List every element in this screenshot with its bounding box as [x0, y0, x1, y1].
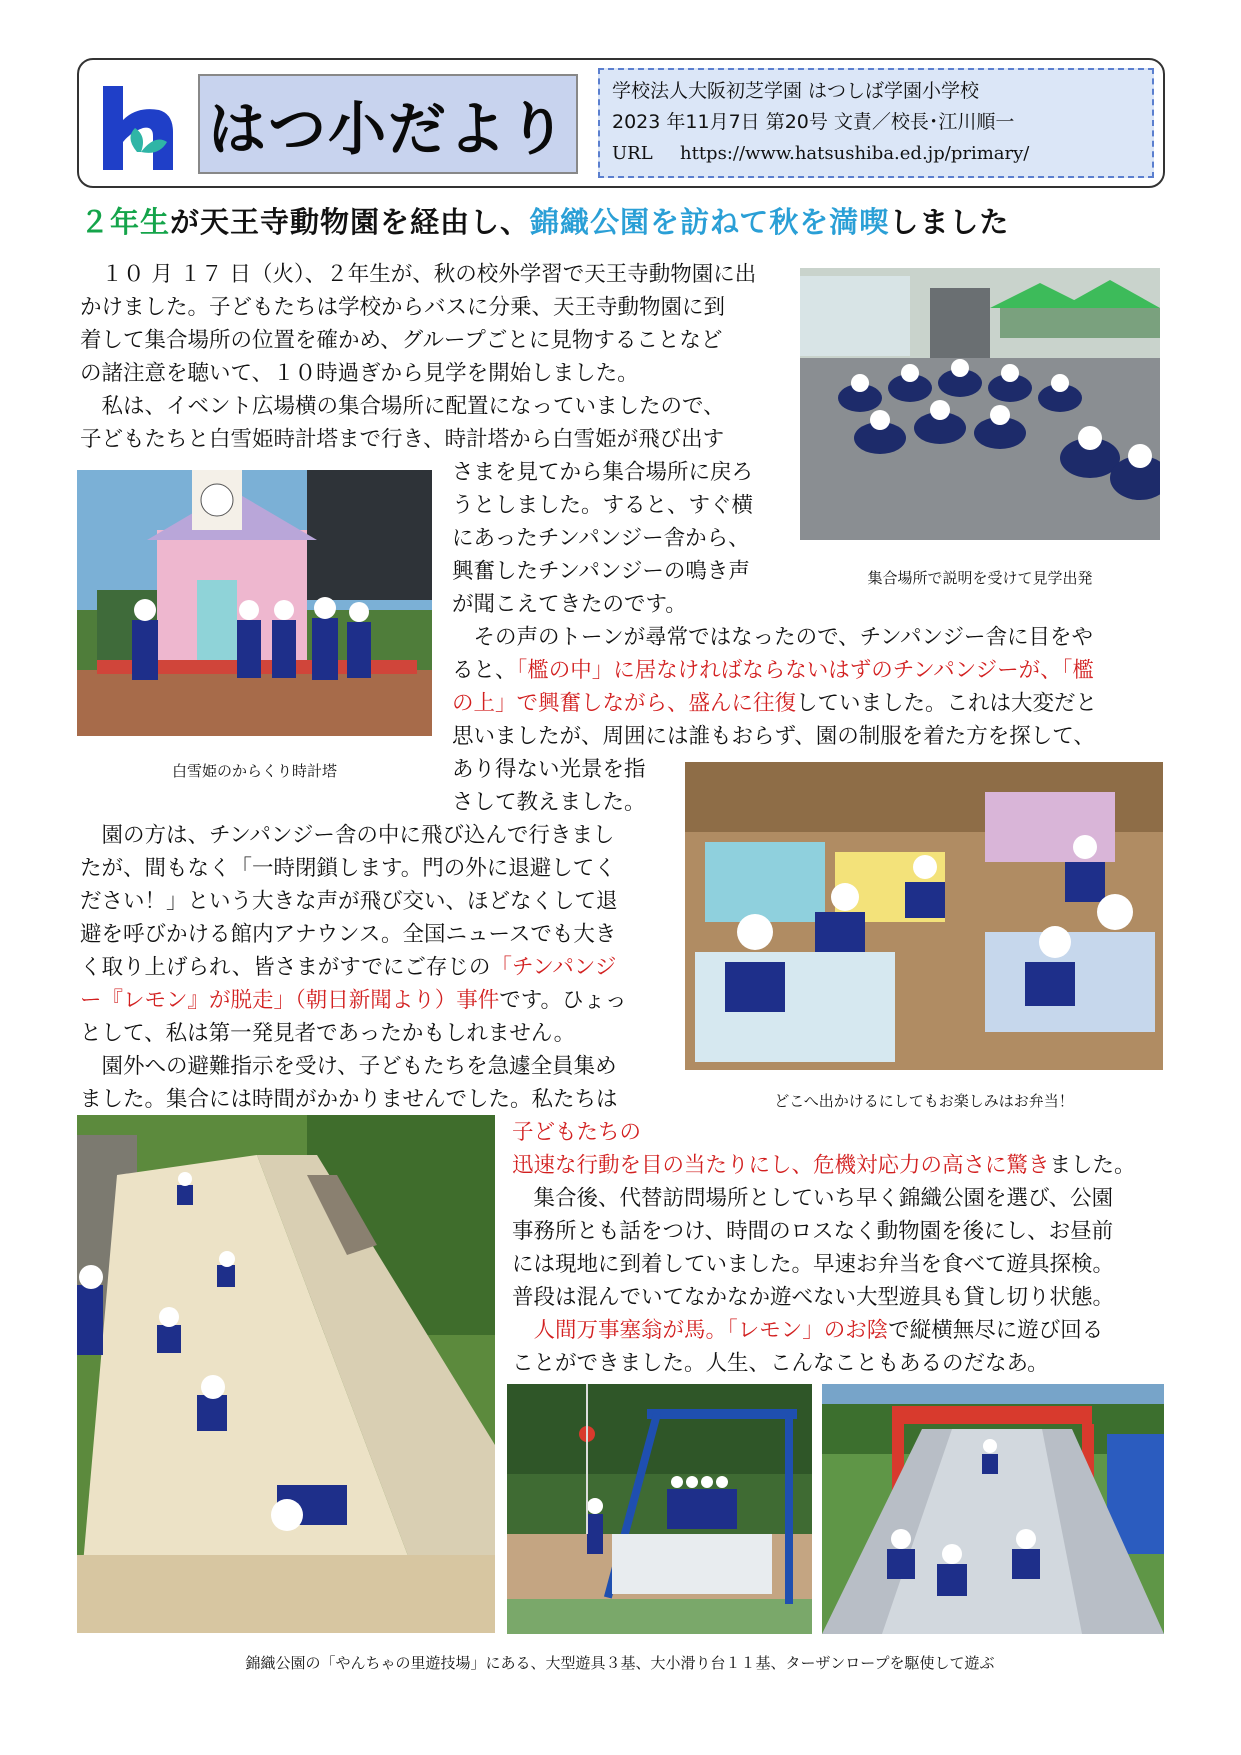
article-line: 集合後、代替訪問場所としていち早く錦織公園を選び、公園: [512, 1186, 1114, 1211]
article-line: さして教えました。: [452, 790, 646, 815]
article-line: 子どもたちと白雪姫時計塔まで行き、時計塔から白雪姫が飛び出す: [80, 427, 725, 452]
article-text: で縦横無尽に遊び回る: [888, 1318, 1104, 1343]
newsletter-title-box: [198, 74, 578, 174]
article-line: [80, 984, 627, 1017]
article-line: 普段は混んでいてなかなか遊べない大型遊具も貸し切り状態。: [512, 1285, 1115, 1310]
caption-lunch: どこへ出かけるにしてもお楽しみはお弁当！: [774, 1092, 1074, 1110]
highlight-text: 「檻の中」に居なければならないはずのチンパンジーが、「檻: [516, 658, 1094, 683]
article-line: 私は、イベント広場横の集合場所に配置になっていましたので、: [80, 394, 725, 419]
article-headline: [80, 200, 1180, 246]
school-url[interactable]: https://www.hatsushiba.ed.jp/primary/: [680, 143, 1030, 164]
headline-text-2: しました: [889, 205, 1010, 239]
article-line: 着して集合場所の位置を確かめ、グループごとに見物することなど: [80, 328, 723, 353]
highlight-text: 人間万事塞翁が馬。「レモン」のお陰: [533, 1318, 889, 1343]
article-line: には現地に到着していました。早速お弁当を食べて遊具探検。: [512, 1252, 1115, 1277]
article-text: です。ひょっ: [499, 988, 627, 1013]
school-name: 学校法人大阪初芝学園 はつしば学園小学校: [612, 80, 980, 102]
article-line: ことができました。人生、こんなこともあるのだなあ。: [512, 1351, 1049, 1376]
article-line: かけました。子どもたちは学校からバスに分乗、天王寺動物園に到: [80, 295, 726, 320]
photo-big-slide: [77, 1115, 495, 1633]
article-line: たが、間もなく「一時閉鎖します。門の外に退避してく: [80, 856, 616, 881]
article-line: 興奮したチンパンジーの鳴き声: [452, 559, 750, 584]
article-line: 園の方は、チンパンジー舎の中に飛び込んで行きまし: [80, 823, 615, 848]
article-text: ました。: [1049, 1153, 1136, 1178]
article-line: として、私は第一発見者であったかもしれません。: [80, 1021, 576, 1046]
article-line: 避を呼びかける館内アナウンス。全国ニュースでも大き: [80, 922, 617, 947]
article-line: １０ 月 １７ 日（火）、２年生が、秋の校外学習で天王寺動物園に出: [80, 262, 757, 287]
highlight-text: ー『レモン』が脱走」（朝日新聞より）事件: [80, 988, 500, 1013]
photo-lunch: [685, 762, 1163, 1070]
article-line: その声のトーンが尋常ではなったので、チンパンジー舎に目をや: [452, 625, 1094, 650]
photo-metal-slide: [822, 1384, 1164, 1634]
article-line: ださい！」という大きな声が飛び交い、ほどなくして退: [80, 889, 618, 914]
caption-park: 錦織公園の「やんちゃの里遊技場」にある、大型遊具３基、大小滑り台１１基、ターザンロープを駆使して遊ぶ: [245, 1654, 995, 1672]
newsletter-title: はつ小だより: [207, 95, 568, 163]
article-line: 思いましたが、周囲には誰もおらず、園の制服を着た方を探して、: [452, 724, 1095, 749]
article-line: あり得ない光景を指: [452, 757, 646, 782]
school-info-box: [598, 68, 1154, 178]
article-line: [512, 1314, 1103, 1347]
caption-clock-tower: 白雪姫のからくり時計塔: [171, 762, 337, 780]
article-line: [80, 951, 616, 984]
article-line: の諸注意を聴いて、１０時過ぎから見学を開始しました。: [80, 361, 639, 386]
article-text: ると、: [452, 658, 517, 683]
caption-gathering: 集合場所で説明を受けて見学出発: [867, 569, 1093, 587]
url-label: URL: [612, 143, 653, 164]
photo-gathering: [800, 268, 1160, 540]
article-line: が聞こえてきたのです。: [452, 592, 687, 617]
highlight-text: の上」で興奮しながら、盛んに往復: [452, 691, 797, 716]
article-line: うとしました。すると、すぐ横: [452, 493, 754, 518]
highlight-text: 「チンパンジ: [490, 955, 617, 980]
headline-text-1: が天王寺動物園を経由し、: [170, 205, 531, 239]
article-text: していました。これは大変だと: [796, 691, 1098, 716]
article-line: さまを見てから集合場所に戻ろ: [452, 460, 754, 485]
highlight-text: 迅速な行動を目の当たりにし、危機対応力の高さに驚き: [512, 1153, 1050, 1178]
headline-grade: ２年生: [80, 205, 171, 239]
article-line: ました。集合には時間がかかりませんでした。私たちは: [80, 1087, 618, 1112]
photo-swing: [507, 1384, 812, 1634]
article-line: にあったチンパンジー舎から、: [452, 526, 750, 551]
headline-park: 錦織公園を訪ねて秋を満喫: [530, 205, 890, 239]
article-line: 園外への避難指示を受け、子どもたちを急遽全員集め: [80, 1054, 617, 1079]
article-line: [452, 654, 1094, 687]
school-logo: [97, 82, 181, 174]
article-text: く取り上げられ、皆さまがすでにご存じの: [80, 955, 491, 980]
highlight-line: 子どもたちの: [512, 1120, 642, 1145]
school-url-row: [612, 138, 1152, 169]
article-line: [452, 687, 1097, 720]
article-line: [512, 1149, 1136, 1182]
photo-clock-tower: [77, 470, 432, 736]
article-line: 事務所とも話をつけ、時間のロスなく動物園を後にし、お昼前: [512, 1219, 1114, 1244]
article-text: [512, 1318, 534, 1343]
issue-info: 2023 年11月7日 第20号 文責／校長･江川順一: [612, 111, 1015, 133]
